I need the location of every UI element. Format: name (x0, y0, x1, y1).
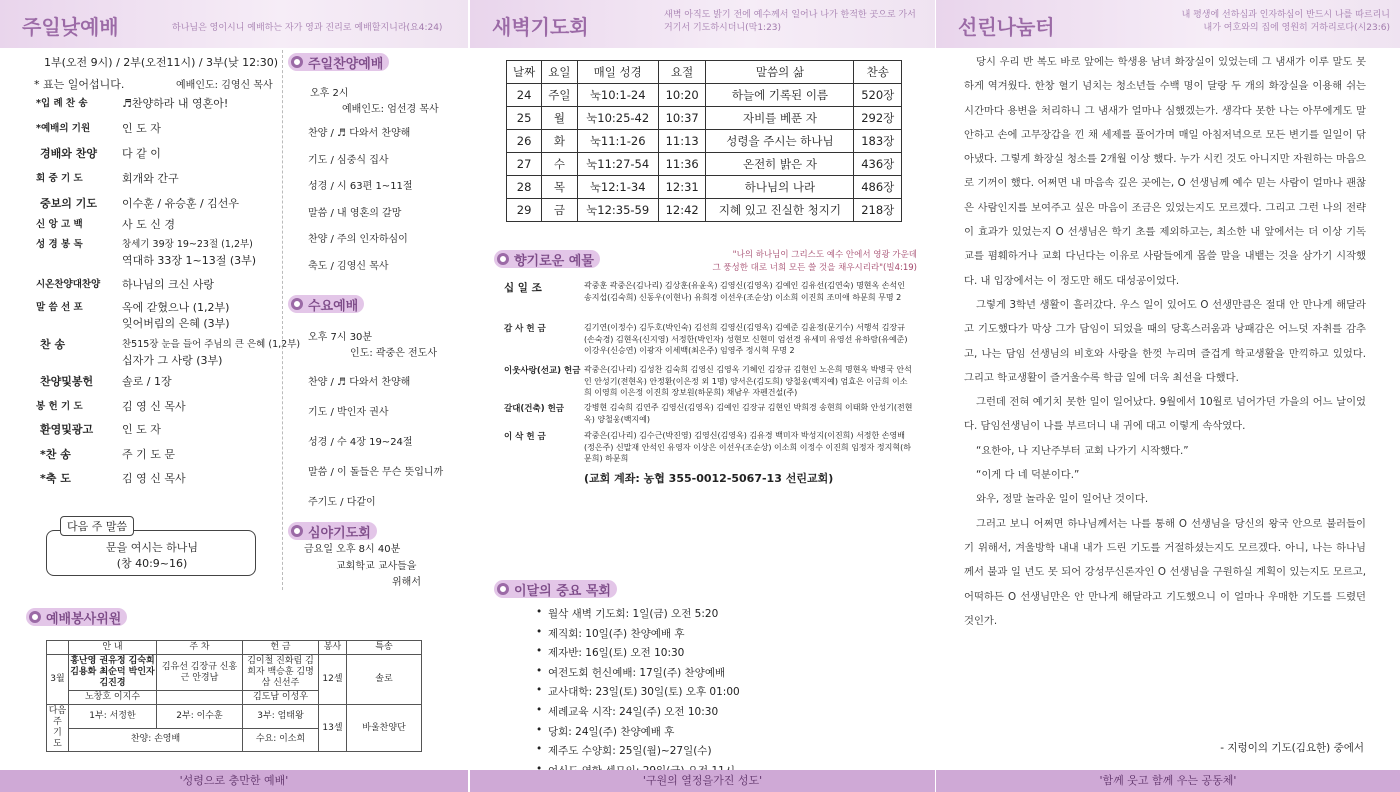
next-sermon-title: 문을 여시는 하나님 (105, 541, 198, 554)
section-bullet-icon (291, 525, 303, 537)
column-divider (282, 50, 283, 590)
table-cell: 월 (542, 107, 577, 130)
table-cell: 눅11:1-26 (577, 130, 658, 153)
order-label: 신 앙 고 백 (36, 219, 83, 230)
table-cell: 292장 (854, 107, 902, 130)
offering-label: 갈대(건축) 헌금 (504, 404, 564, 414)
order-label: 중보의 기도 (40, 197, 97, 210)
order-label: *찬 송 (40, 448, 71, 461)
night-line2: 교회학교 교사들을 (336, 561, 417, 572)
table-cell: 하늘에 기록된 이름 (706, 84, 854, 107)
panel-title: 선린나눔터 (958, 15, 1055, 39)
table-cell: 눅10:25-42 (577, 107, 658, 130)
table-cell: 25 (507, 107, 542, 130)
table-row (507, 176, 902, 199)
offering-label: 감 사 헌 금 (504, 324, 546, 334)
order-value: 회개와 간구 (122, 172, 179, 185)
wed-time: 오후 7시 30분 (308, 332, 373, 343)
section-bullet-icon (291, 56, 303, 68)
table-cell: 지혜 있고 진실한 청지기 (706, 199, 854, 222)
offering-names: 김기연(이정수) 김두호(박인숙) 김선희 김영신(김영옥) 김예준 김윤정(문기수) 서행석 김장규(손숙경) 김현옥(신지영) 서정한(박인자) 성현모 신현미 엄선경 유세미 유영선 유하람(유예준) 이강우(신승연) 이광자 이세백(최은주) 임영주 정시혁 무명 2 (584, 323, 908, 355)
footer-slogan: '구원의 열정을가진 성도' (470, 770, 935, 792)
story-paragraph: 그렇게 3학년 생활이 흘러갔다. 우스 일이 있어도 O 선생만큼은 절대 안 만나게 해달라고 기도했다가 막상 그가 담임이 되었을 때의 당혹스러움과 낭패감은 어느덧 자취를 감추고, 나는 담임 선생님의 비호와 사랑을 한껏 누리며 즐겁게 학교생활을 만끽하고 있었다. 그리고 학교생활이 즐거울수록 학급 일에 더욱 최선을 다했다. (964, 298, 1366, 384)
praise-item: 기도 / 심중식 집사 (308, 154, 389, 166)
offering-label: 이웃사랑(선교) 헌금 (504, 366, 581, 376)
table-cell: 성령을 주시는 하나님 (706, 130, 854, 153)
panel-dawn-prayer (470, 0, 935, 792)
panel-sunday-worship (0, 0, 468, 792)
event-item: • 제직회: 10일(주) 찬양예배 후 (548, 626, 685, 641)
wed-item: 말씀 / 이 돌들은 무슨 뜻입니까 (308, 467, 444, 478)
story-source: - 지렁이의 기도(김요한) 중에서 (1220, 742, 1364, 754)
table-cell: 28 (507, 176, 542, 199)
table-cell: 주일 (542, 84, 577, 107)
story-paragraph: “이게 다 네 덕분이다.” (976, 469, 1080, 482)
servants-table (46, 640, 422, 752)
wed-item: 주기도 / 다같이 (308, 497, 376, 508)
praise-item: 축도 / 김영신 목사 (308, 260, 389, 272)
table-cell: 26 (507, 130, 542, 153)
table-cell: 24 (507, 84, 542, 107)
header-sunday-worship (0, 0, 468, 48)
section-bullet-icon (29, 611, 41, 623)
header-verse-line1: 새벽 아직도 밝기 전에 예수께서 일어나 나가 한적한 곳으로 가서 (664, 10, 916, 20)
next-sermon-label: 다음 주 말씀 (60, 516, 134, 536)
order-value: 찬515장 눈을 들어 주님의 큰 은혜 (1,2부) (122, 339, 301, 350)
panel-title: 새벽기도회 (492, 15, 589, 39)
offering-cell: 김이철 진화림 김희자 백승훈 김명삼 신선주 (243, 655, 319, 691)
table-header: 말씀의 삶 (706, 61, 854, 84)
table-row (507, 84, 902, 107)
section-bullet-icon (497, 583, 509, 595)
table-cell: 수 (542, 153, 577, 176)
night-line1: 금요일 오후 8시 40분 (304, 544, 401, 555)
event-item: • 월삭 새벽 기도회: 1일(금) 오전 5:20 (548, 606, 718, 621)
order-value: 김 영 신 목사 (122, 400, 186, 413)
prayer-cell: 2부: 이수훈 (157, 705, 243, 729)
offering-names: 강병현 김숙희 김연주 김영신(김영옥) 김예인 김장규 김현인 박희경 송현희 이태화 안성기(전현옥) 양철웅(백지예) (584, 403, 913, 424)
order-label: 찬 송 (40, 338, 66, 351)
table-cell: 목 (542, 176, 577, 199)
section-title: 주일찬양예배 (308, 56, 384, 72)
order-value: 솔로 / 1장 (122, 375, 172, 388)
wed-leader: 인도: 곽중은 전도사 (350, 348, 438, 359)
order-label: 봉 헌 기 도 (36, 401, 83, 412)
table-header: 날짜 (507, 61, 542, 84)
guide-cell: 홍난영 권유정 김숙희 김용화 최순덕 박인자 김진경 (69, 655, 157, 691)
table-row (47, 705, 422, 729)
table-header: 헌 금 (243, 641, 319, 655)
prayer-cell: 3부: 엄태왕 (243, 705, 319, 729)
section-title: 예배봉사위원 (46, 611, 122, 627)
table-cell: 온전히 밝은 자 (706, 153, 854, 176)
offering-names: 곽중훈 곽중은(김나리) 김상훈(유윤옥) 김영신(김영옥) 김예인 김유선(김연숙) 명현옥 손석인 송지섭(김숙희) 신동우(이현나) 유희경 이선우(조순상) 이소희 이진희 조미애 하문희 무명 2 (584, 281, 905, 302)
event-item: • 당회: 24일(주) 찬양예배 후 (548, 724, 674, 739)
table-cell: 화 (542, 130, 577, 153)
table-cell: 183장 (854, 130, 902, 153)
section-wednesday (288, 295, 364, 313)
order-value: 이수훈 / 유승훈 / 김선우 (122, 197, 240, 210)
footer-slogan: '함께 웃고 함께 우는 공동체' (936, 770, 1400, 792)
event-item: • 제주도 수양회: 25일(월)~27일(수) (548, 743, 712, 758)
order-value: ♬찬양하라 내 영혼아! (122, 97, 229, 110)
table-row (47, 641, 422, 655)
offering-verse-line2: 그 풍성한 대로 너희 모든 쓸 것을 채우시리라"(빌4:19) (712, 263, 917, 273)
table-cell: 12:31 (658, 176, 706, 199)
table-header: 봉사 (319, 641, 347, 655)
parking-cell: 김유선 김장규 신홍근 안경남 (157, 655, 243, 691)
story-paragraph: “요한아, 나 지난주부터 교회 나가기 시작했다.” (976, 444, 1189, 457)
service-cell: 13셀 (319, 705, 347, 752)
table-cell: 눅11:27-54 (577, 153, 658, 176)
table-row (507, 107, 902, 130)
section-title: 향기로운 예물 (514, 253, 594, 269)
table-cell: 눅10:1-24 (577, 84, 658, 107)
table-row (507, 61, 902, 84)
table-row (507, 153, 902, 176)
order-label: 환영및광고 (40, 423, 94, 436)
table-header: 주 차 (157, 641, 243, 655)
order-label: 성 경 봉 독 (36, 239, 83, 250)
table-header: 특송 (347, 641, 422, 655)
wed-item: 기도 / 박인자 권사 (308, 407, 389, 418)
table-header: 안 내 (69, 641, 157, 655)
offering-names: 곽중은(김나리) 김성찬 김숙희 김영신 김영옥 기혜인 김장규 김현인 노은희 명현옥 박병국 안석인 안성기(전현옥) 안정환(이은정 외 1명) 양서은(김도희) 양철웅(백지예) 엄효은 이금희 이소희 이영희 이은정 이진희 장보원(하문희) 채남우 자펜건설(주) (584, 365, 912, 397)
section-title: 이달의 중요 목회 (514, 583, 611, 599)
wed-prayer-cell: 수요: 이소희 (243, 728, 319, 752)
table-cell: 눅12:35-59 (577, 199, 658, 222)
table-cell: 눅12:1-34 (577, 176, 658, 199)
footer-slogan: '성령으로 충만한 예배' (0, 770, 468, 792)
praise-item: 찬양 / 주의 인자하심이 (308, 234, 408, 245)
table-header: 매일 성경 (577, 61, 658, 84)
table-cell: 하나님의 나라 (706, 176, 854, 199)
guide-cell: 노창호 이지수 (69, 691, 157, 705)
order-label: 찬양및봉헌 (40, 375, 94, 388)
panel-sharing (936, 0, 1400, 792)
special-cell: 솔로 (347, 655, 422, 705)
service-cell: 12셀 (319, 655, 347, 705)
order-label: 말 씀 선 포 (36, 302, 83, 313)
table-row (47, 655, 422, 691)
row-label: 3월 (47, 655, 69, 705)
order-label: *축 도 (40, 472, 71, 485)
order-value: 십자가 그 사랑 (3부) (122, 354, 223, 367)
section-bullet-icon (291, 298, 303, 310)
table-cell: 자비를 베푼 자 (706, 107, 854, 130)
order-value: 김 영 신 목사 (122, 472, 186, 485)
section-night-prayer (288, 522, 377, 540)
table-cell: 금 (542, 199, 577, 222)
offering-cell: 김도남 이성우 (243, 691, 319, 705)
order-value: 다 같 이 (122, 147, 161, 160)
order-value: 주 기 도 문 (122, 448, 175, 461)
table-cell: 436장 (854, 153, 902, 176)
event-item: • 세례교육 시작: 24일(주) 오전 10:30 (548, 704, 718, 719)
order-value: 하나님의 크신 사랑 (122, 278, 215, 291)
section-sunday-praise (288, 53, 389, 71)
header-verse-line1: 내 평생에 선하심과 인자하심이 반드시 나를 따르리니 (1181, 10, 1390, 20)
table-cell: 486장 (854, 176, 902, 199)
row-label: 다음주 기 도 (47, 705, 69, 752)
table-row (507, 199, 902, 222)
order-value: 인 도 자 (122, 122, 161, 135)
table-cell: 10:20 (658, 84, 706, 107)
section-offerings (494, 250, 600, 268)
section-events (494, 580, 617, 598)
worship-leader: 예배인도: 김영신 목사 (176, 80, 273, 91)
story-paragraph: 그런데 전혀 예기치 못한 일이 일어났다. 9월에서 10월로 넘어가던 가을의 어느 날이었다. 담임선생님이 나를 부르더니 내 귀에 대고 이렇게 속삭였다. (964, 396, 1366, 433)
event-item: • 여전도회 헌신예배: 17일(주) 찬양예배 (548, 665, 725, 680)
table-cell: 27 (507, 153, 542, 176)
table-header: 요절 (658, 61, 706, 84)
order-label: 경배와 찬양 (40, 147, 97, 160)
story-text (964, 50, 1366, 633)
order-label: *예배의 기원 (36, 123, 91, 134)
offering-label: 십 일 조 (504, 282, 542, 294)
event-item: • 교사대학: 23일(토) 30일(토) 오후 01:00 (548, 684, 740, 699)
offering-verse-line1: "나의 하나님이 그리스도 예수 안에서 영광 가운데 (732, 250, 917, 260)
stand-note: * 표는 일어섭니다. (34, 78, 125, 91)
table-cell: 10:37 (658, 107, 706, 130)
table-cell: 11:13 (658, 130, 706, 153)
order-value: 인 도 자 (122, 423, 161, 436)
order-value: 사 도 신 경 (122, 218, 175, 231)
table-cell: 520장 (854, 84, 902, 107)
praise-item: 말씀 / 내 영혼의 갈망 (308, 207, 402, 219)
section-title: 심야기도회 (308, 525, 371, 541)
header-verse-line2: 거기서 기도하시더니(막1:23) (664, 23, 782, 33)
choir-cell: 찬양: 손영배 (69, 728, 243, 752)
panel-title: 주일낮예배 (22, 15, 119, 39)
praise-leader: 예배인도: 엄선경 목사 (342, 104, 439, 115)
story-paragraph: 당시 우리 반 복도 바로 앞에는 학생용 남녀 화장실이 있었는데 그 냄새가 이루 말도 못하게 역겨웠다. 한창 혈기 넘치는 청소년들 수백 명이 달랑 두 개의 화장실을 이용해 쉬는 시간마다 용변을 처리하니 그 냄새가 얼마나 심했겠는가. 생각다 못한 나는 아무에게도 말 안하고 손에 고무장갑을 낀 채 세제를 풀어가며 매일 아침저녁으로 모든 변기를 일일이 닦아냈다. 그렇게 화장실 청소를 2개월 이상 했다. 누가 시킨 것도 아니지만 자원하는 마음으로 기꺼이 했다. 어쩌면 내 마음속 깊은 곳에는, O 선생님께 예수 믿는 사람이 얼마나 괜찮은 사람인지를 보여주고 싶은 마음이 조금은 있었는지도 모르겠다. 그리고 그런 나의 전략이 효과가 있었는지 O 선생님은 학기 초를 제외하고는, 최소한 내 앞에서는 더 이상 기독교를 폄훼하거나 교회 다닌다는 이유로 사람들에게 몹쓸 말을 내뱉는 것을 삼가기 시작했다. 내 입장에서는 이 정도만 해도 대성공이었다. (964, 56, 1366, 287)
praise-time: 오후 2시 (310, 88, 349, 99)
church-account: (교회 계좌: 농협 355-0012-5067-13 선린교회) (584, 472, 834, 485)
event-item: • 제자반: 16일(토) 오전 10:30 (548, 645, 684, 660)
praise-item: 찬양 / ♬ 다와서 찬양해 (308, 128, 411, 139)
table-cell: 218장 (854, 199, 902, 222)
order-label: *입 례 찬 송 (36, 98, 88, 109)
table-row (507, 130, 902, 153)
table-header: 요일 (542, 61, 577, 84)
prayer-cell: 1부: 서정한 (69, 705, 157, 729)
order-value: 옥에 갇혔으나 (1,2부) (122, 301, 230, 314)
praise-item: 성경 / 시 63편 1~11절 (308, 181, 413, 192)
table-cell: 12:42 (658, 199, 706, 222)
header-verse: 하나님은 영이시니 예배하는 자가 영과 진리로 예배할지니라(요4:24) (172, 23, 443, 33)
header-verse-line2: 내가 여호와의 집에 영원히 거하리로다(시23:6) (1203, 23, 1390, 33)
order-value: 창세기 39장 19~23절 (1,2부) (122, 239, 253, 250)
table-cell: 29 (507, 199, 542, 222)
story-paragraph: 그러고 보니 어쩌면 하나님께서는 나를 통해 O 선생님을 당신의 왕국 안으로 불러들이기 위해서, 겨울방학 내내 내가 드린 기도를 거절하셨는지도 모르겠다. 아니, 나는 하나님께서 불과 일 년도 못 되어 강성무신론자인 O 선생님을 구원하실 계획이 있는지도 모르고, 어떡하든 O 선생님만은 안 만나게 해달라고 기도했으니 이 얼마나 우매한 기도를 드렸던 것인가. (964, 517, 1366, 627)
header-dawn-prayer (470, 0, 935, 48)
order-value: 역대하 33장 1~13절 (3부) (122, 254, 257, 267)
offering-names: 곽중은(김나리) 김수근(박진영) 김영신(김영옥) 김유경 백미자 박성지(이진희) 서정한 손영배(정은주) 신말재 안석인 유영자 이상은 이선우(조순상) 이소희 이정수 이진희 임정자 정지혁(하문희) 하문희 (584, 431, 911, 463)
service-times: 1부(오전 9시) / 2부(오전11시) / 3부(낮 12:30) (44, 56, 279, 69)
section-title: 수요예배 (308, 298, 359, 314)
order-value: 잊어버림의 은혜 (3부) (122, 317, 230, 330)
table-cell: 11:36 (658, 153, 706, 176)
next-sermon-reference: (창 40:9~16) (116, 557, 188, 570)
header-sharing (936, 0, 1400, 48)
wed-item: 성경 / 수 4장 19~24절 (308, 437, 413, 448)
offering-label: 이 삭 헌 금 (504, 432, 546, 442)
wed-item: 찬양 / ♬ 다와서 찬양해 (308, 377, 411, 388)
special-cell: 바울찬양단 (347, 705, 422, 752)
daily-bible-table (506, 60, 902, 222)
section-servants (26, 608, 127, 626)
table-header: 찬송 (854, 61, 902, 84)
order-label: 회 중 기 도 (36, 173, 83, 184)
order-label: 시온찬양대찬양 (36, 279, 101, 290)
night-line3: 위해서 (392, 577, 421, 588)
section-bullet-icon (497, 253, 509, 265)
story-paragraph: 와우, 정말 놀라운 일이 일어난 것이다. (976, 493, 1149, 506)
